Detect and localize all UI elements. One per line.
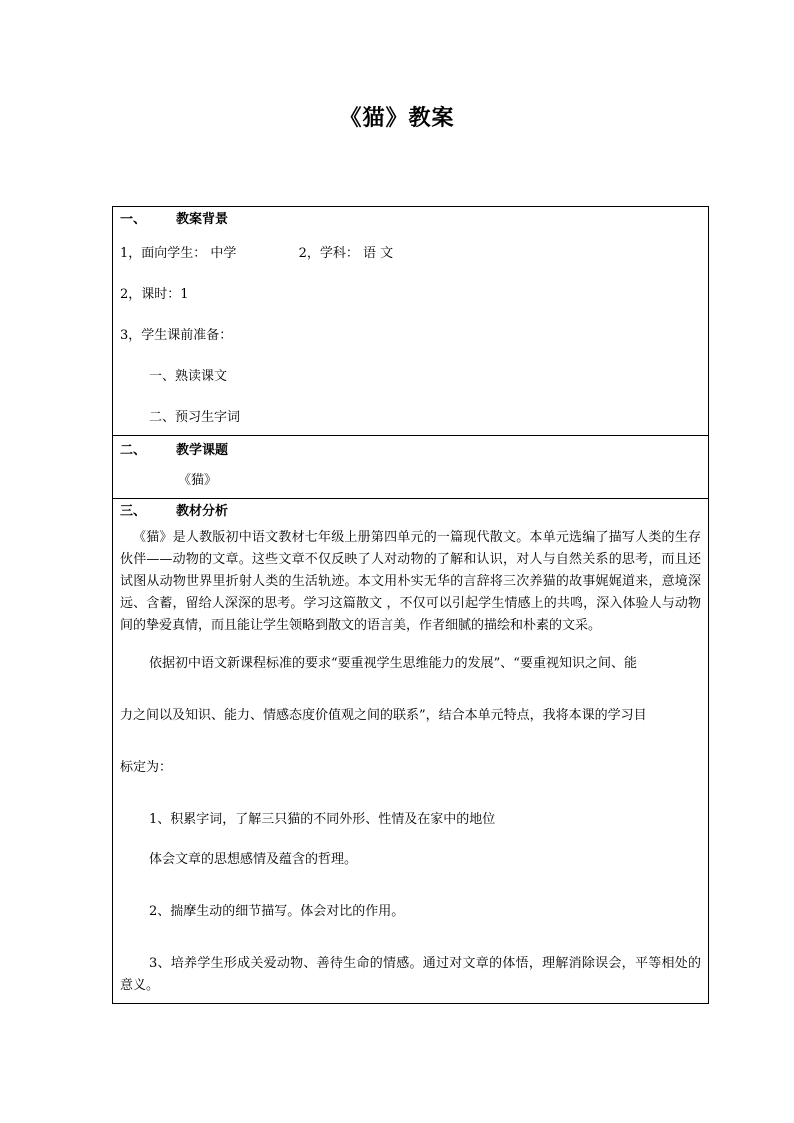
section-number: 一、 xyxy=(120,212,147,227)
audience-subject-line xyxy=(120,243,701,265)
prep-item: 一、熟读课文 xyxy=(149,369,228,384)
goal-item: 2、揣摩生动的细节描写。体会对比的作用。 xyxy=(149,904,405,919)
audience-label: 1，面向学生： xyxy=(120,246,207,261)
section-background-row xyxy=(113,207,709,436)
standards-line-2: 力之间以及知识、能力、情感态度价值观之间的联系”，结合本单元特点，我将本课的学习目 xyxy=(120,708,647,723)
prep-item: 二、预习生字词 xyxy=(149,410,241,425)
section-topic-cell xyxy=(113,436,709,499)
analysis-paragraph: 《猫》是人教版初中语文教材七年级上册第四单元的一篇现代散文。本单元选编了描写人类的生存伙伴——动物的文章。这些文章不仅反映了人对动物的了解和认识，对人与自然关系的思考，而且还试图从动物世界里折射人类的生活轨迹。本文用朴实无华的言辞将三次养猫的故事娓娓道来，意境深远、含蓄，留给人深深的思考。学习这篇散文 ，不仅可以引起学生情感上的共鸣，深入体验人与动物间的挚爱真情，而且能让学生领略到散文的语言美，作者细腻的描绘和朴素的文采。 xyxy=(120,530,701,633)
goal-item: 1、积累字词，了解三只猫的不同外形、性情及在家中的地位 xyxy=(149,812,496,827)
standards-line-3: 标定为： xyxy=(120,760,173,775)
section-topic-heading xyxy=(120,440,701,462)
section-number: 二、 xyxy=(120,443,147,458)
section-analysis-cell xyxy=(113,499,709,1004)
standards-line-1: 依据初中语文新课程标准的要求“要重视学生思维能力的发展”、“要重视知识之间、能 xyxy=(149,656,637,671)
section-background-cell xyxy=(113,207,709,436)
section-number: 三、 xyxy=(120,504,147,519)
goal-item-continued: 体会文章的思想感情及蕴含的哲理。 xyxy=(149,852,358,867)
section-title: 教案背景 xyxy=(176,212,229,227)
goal-item: 3、培养学生形成关爱动物、善待生命的情感。通过对文章的体悟，理解消除误会，平等相处的意义。 xyxy=(120,956,701,993)
page-title: 《猫》教案 xyxy=(339,105,455,131)
section-topic-row xyxy=(113,436,709,499)
prep-label: 3，学生课前准备： xyxy=(120,328,233,343)
subject-label: 2，学科： xyxy=(298,246,359,261)
section-analysis-row xyxy=(113,499,709,1004)
subject-value: 语 文 xyxy=(362,246,394,261)
topic-value: 《猫》 xyxy=(178,473,218,488)
hours-line: 2，课时：1 xyxy=(120,287,189,302)
section-title: 教材分析 xyxy=(176,504,229,519)
section-title: 教学课题 xyxy=(176,443,229,458)
lesson-plan-table xyxy=(112,206,709,1004)
section-analysis-heading xyxy=(120,501,701,523)
audience-value: 中学 xyxy=(210,246,237,261)
section-background-heading xyxy=(120,209,701,231)
